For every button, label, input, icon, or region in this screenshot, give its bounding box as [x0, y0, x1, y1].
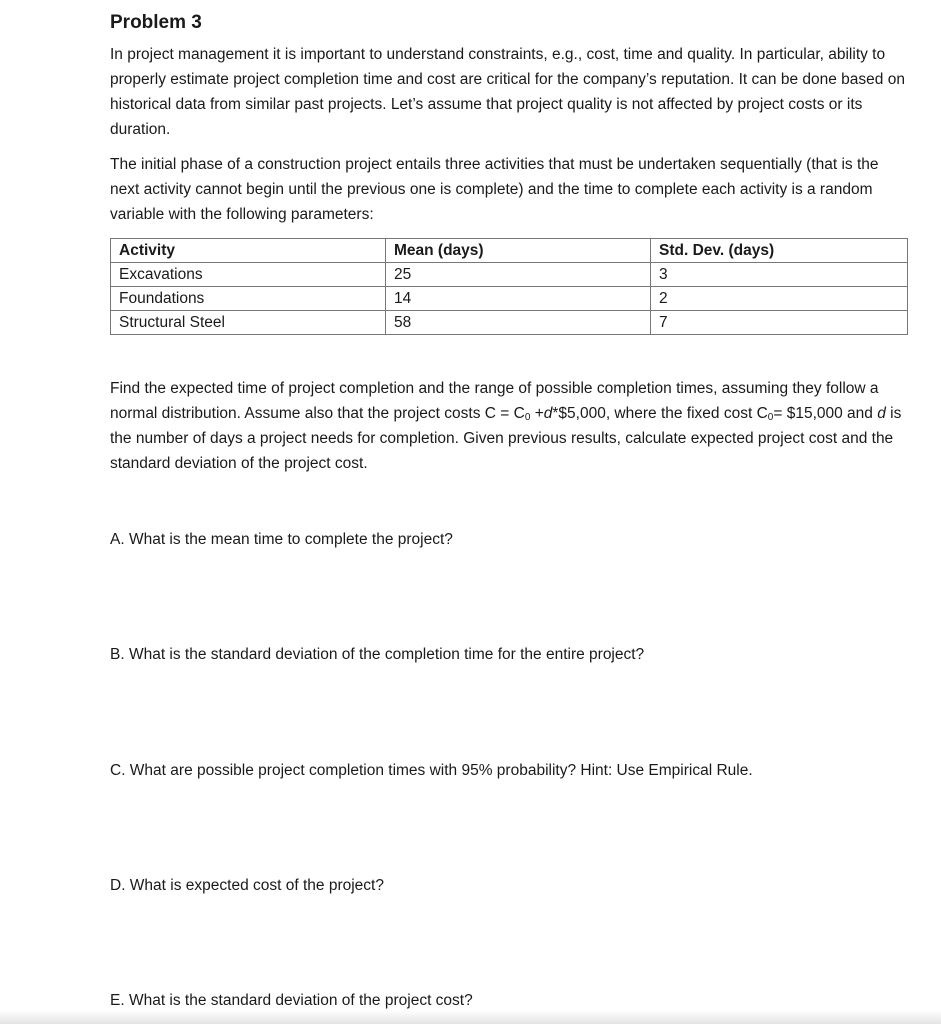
question-b: B. What is the standard deviation of the completion time for the entire project? — [110, 646, 645, 663]
cell-mean: 14 — [386, 287, 651, 311]
table-row — [111, 263, 908, 287]
cell-activity: Excavations — [111, 263, 386, 287]
task-text-2: + — [530, 405, 544, 422]
question-e: E. What is the standard deviation of the project cost? — [110, 992, 473, 1009]
subscript-zero: 0 — [524, 412, 531, 423]
task-text-4: = $15,000 and — [773, 405, 878, 422]
header-std-dev: Std. Dev. (days) — [651, 239, 908, 263]
cell-activity: Foundations — [111, 287, 386, 311]
question-c: C. What are possible project completion times with 95% probability? Hint: Use Empirical Rule. — [110, 762, 753, 779]
header-activity: Activity — [111, 239, 386, 263]
table-row — [111, 287, 908, 311]
problem-title: Problem 3 — [110, 12, 202, 33]
task-text-3: *$5,000, where the fixed cost C — [552, 405, 768, 422]
subscript-zero: 0 — [767, 412, 774, 423]
cell-std-dev: 3 — [651, 263, 908, 287]
task-text-5: is the number of days a project needs for completion. Given previous results, calculate expected project cost and the standard deviation of the project cost. — [110, 405, 902, 472]
table-row — [111, 311, 908, 335]
cell-std-dev: 7 — [651, 311, 908, 335]
variable-d: d — [877, 405, 886, 422]
question-a: A. What is the mean time to complete the project? — [110, 531, 453, 548]
cell-mean: 25 — [386, 263, 651, 287]
bottom-edge-shadow — [0, 1010, 941, 1024]
question-d: D. What is expected cost of the project? — [110, 877, 384, 894]
header-mean: Mean (days) — [386, 239, 651, 263]
cell-std-dev: 2 — [651, 287, 908, 311]
task-paragraph — [110, 376, 910, 476]
task-text-1: Find the expected time of project completion and the range of possible completion times, assuming they follow a normal distribution. Assume also that the project costs C = C — [110, 380, 879, 422]
cell-mean: 58 — [386, 311, 651, 335]
variable-d: d — [543, 405, 553, 422]
setup-paragraph: The initial phase of a construction project entails three activities that must be undertaken sequentially (that is the next activity cannot begin until the previous one is complete) and the time to complete each activity is a random variable with the following parameters: — [110, 156, 879, 223]
document-page — [110, 10, 910, 1009]
cell-activity: Structural Steel — [111, 311, 386, 335]
table-header-row — [111, 239, 908, 263]
activity-table — [110, 238, 908, 335]
intro-paragraph: In project management it is important to understand constraints, e.g., cost, time and quality. In particular, ability to properly estimate project completion time and cost are critical for the company’s reputation. It can be done based on historical data from similar past projects. Let’s assume that project quality is not affected by project costs or its duration. — [110, 46, 905, 138]
